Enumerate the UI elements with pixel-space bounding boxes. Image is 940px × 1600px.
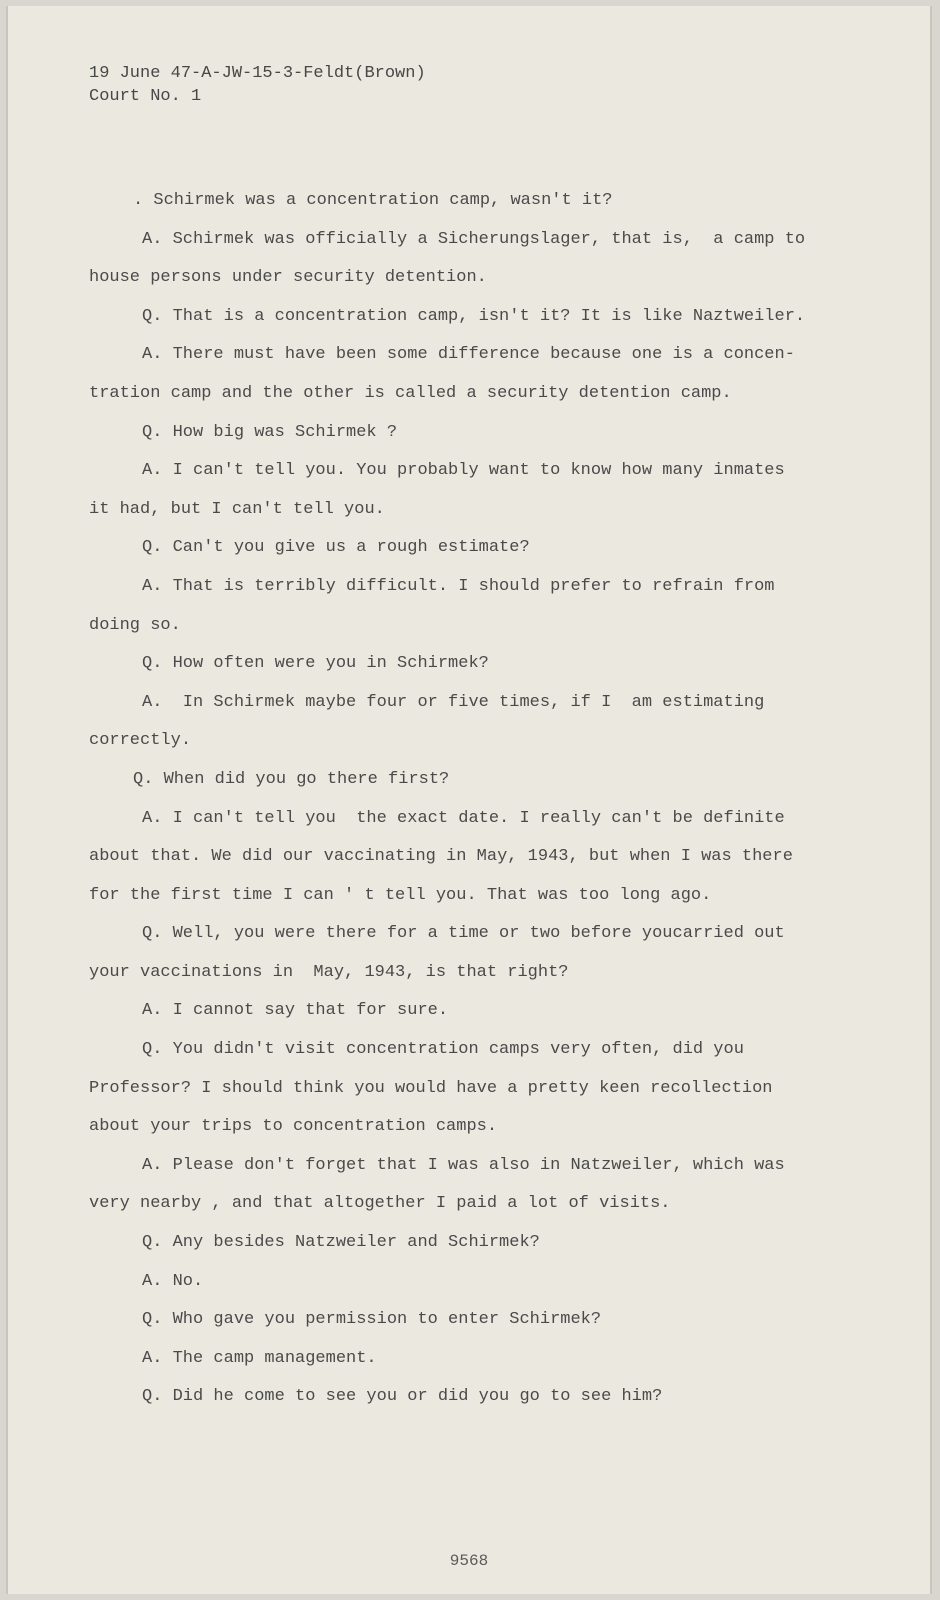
transcript-line: A. No.	[142, 1271, 204, 1291]
transcript-line: A. The camp management.	[142, 1348, 377, 1368]
document-page	[6, 6, 932, 1594]
document-header	[89, 62, 426, 108]
transcript-line: A. Please don't forget that I was also in Natzweiler, which was	[142, 1155, 785, 1175]
transcript-line: Q. When did you go there first?	[133, 769, 450, 789]
transcript-body	[89, 182, 849, 1417]
transcript-line: A. I can't tell you. You probably want to know how many inmates	[142, 461, 785, 481]
header-line-1: 19 June 47-A-JW-15-3-Feldt(Brown)	[89, 64, 426, 83]
transcript-line: Q. Can't you give us a rough estimate?	[142, 538, 530, 558]
transcript-line: A. There must have been some difference because one is a concen-	[142, 345, 795, 365]
transcript-line: A. Schirmek was officially a Sicherungslager, that is, a camp to	[142, 229, 806, 249]
transcript-line: Q. Any besides Natzweiler and Schirmek?	[142, 1233, 540, 1253]
transcript-line: for the first time I can ' t tell you. That was too long ago.	[89, 885, 712, 905]
transcript-line: Q. How often were you in Schirmek?	[142, 654, 489, 674]
transcript-line: Q. How big was Schirmek ?	[142, 422, 398, 442]
transcript-line: A. In Schirmek maybe four or five times, if I am estimating	[142, 692, 765, 712]
transcript-line: Professor? I should think you would have a pretty keen recollection	[89, 1078, 773, 1098]
transcript-line: about your trips to concentration camps.	[89, 1117, 498, 1137]
transcript-line: correctly.	[89, 731, 192, 751]
transcript-line: it had, but I can't tell you.	[89, 499, 385, 519]
transcript-line: your vaccinations in May, 1943, is that right?	[89, 962, 569, 982]
transcript-line: Q. Did he come to see you or did you go to see him?	[142, 1387, 663, 1407]
transcript-line: Q. That is a concentration camp, isn't it? It is like Naztweiler.	[142, 306, 806, 326]
transcript-line: doing so.	[89, 615, 181, 635]
transcript-line: tration camp and the other is called a security detention camp.	[89, 383, 732, 403]
transcript-line: . Schirmek was a concentration camp, wasn't it?	[133, 191, 613, 210]
transcript-line: A. That is terribly difficult. I should prefer to refrain from	[142, 576, 775, 596]
transcript-line: A. I can't tell you the exact date. I really can't be definite	[142, 808, 785, 828]
page-number: 9568	[449, 1552, 489, 1570]
transcript-line: very nearby , and that altogether I paid a lot of visits.	[89, 1194, 671, 1214]
transcript-line: Q. Who gave you permission to enter Schirmek?	[142, 1310, 602, 1330]
transcript-line: about that. We did our vaccinating in May, 1943, but when I was there	[89, 847, 793, 867]
header-line-2: Court No. 1	[89, 87, 202, 106]
transcript-line: Q. Well, you were there for a time or two before youcarried out	[142, 924, 785, 944]
transcript-line: house persons under security detention.	[89, 268, 487, 288]
transcript-line: A. I cannot say that for sure.	[142, 1001, 449, 1021]
transcript-line: Q. You didn't visit concentration camps very often, did you	[142, 1040, 744, 1060]
